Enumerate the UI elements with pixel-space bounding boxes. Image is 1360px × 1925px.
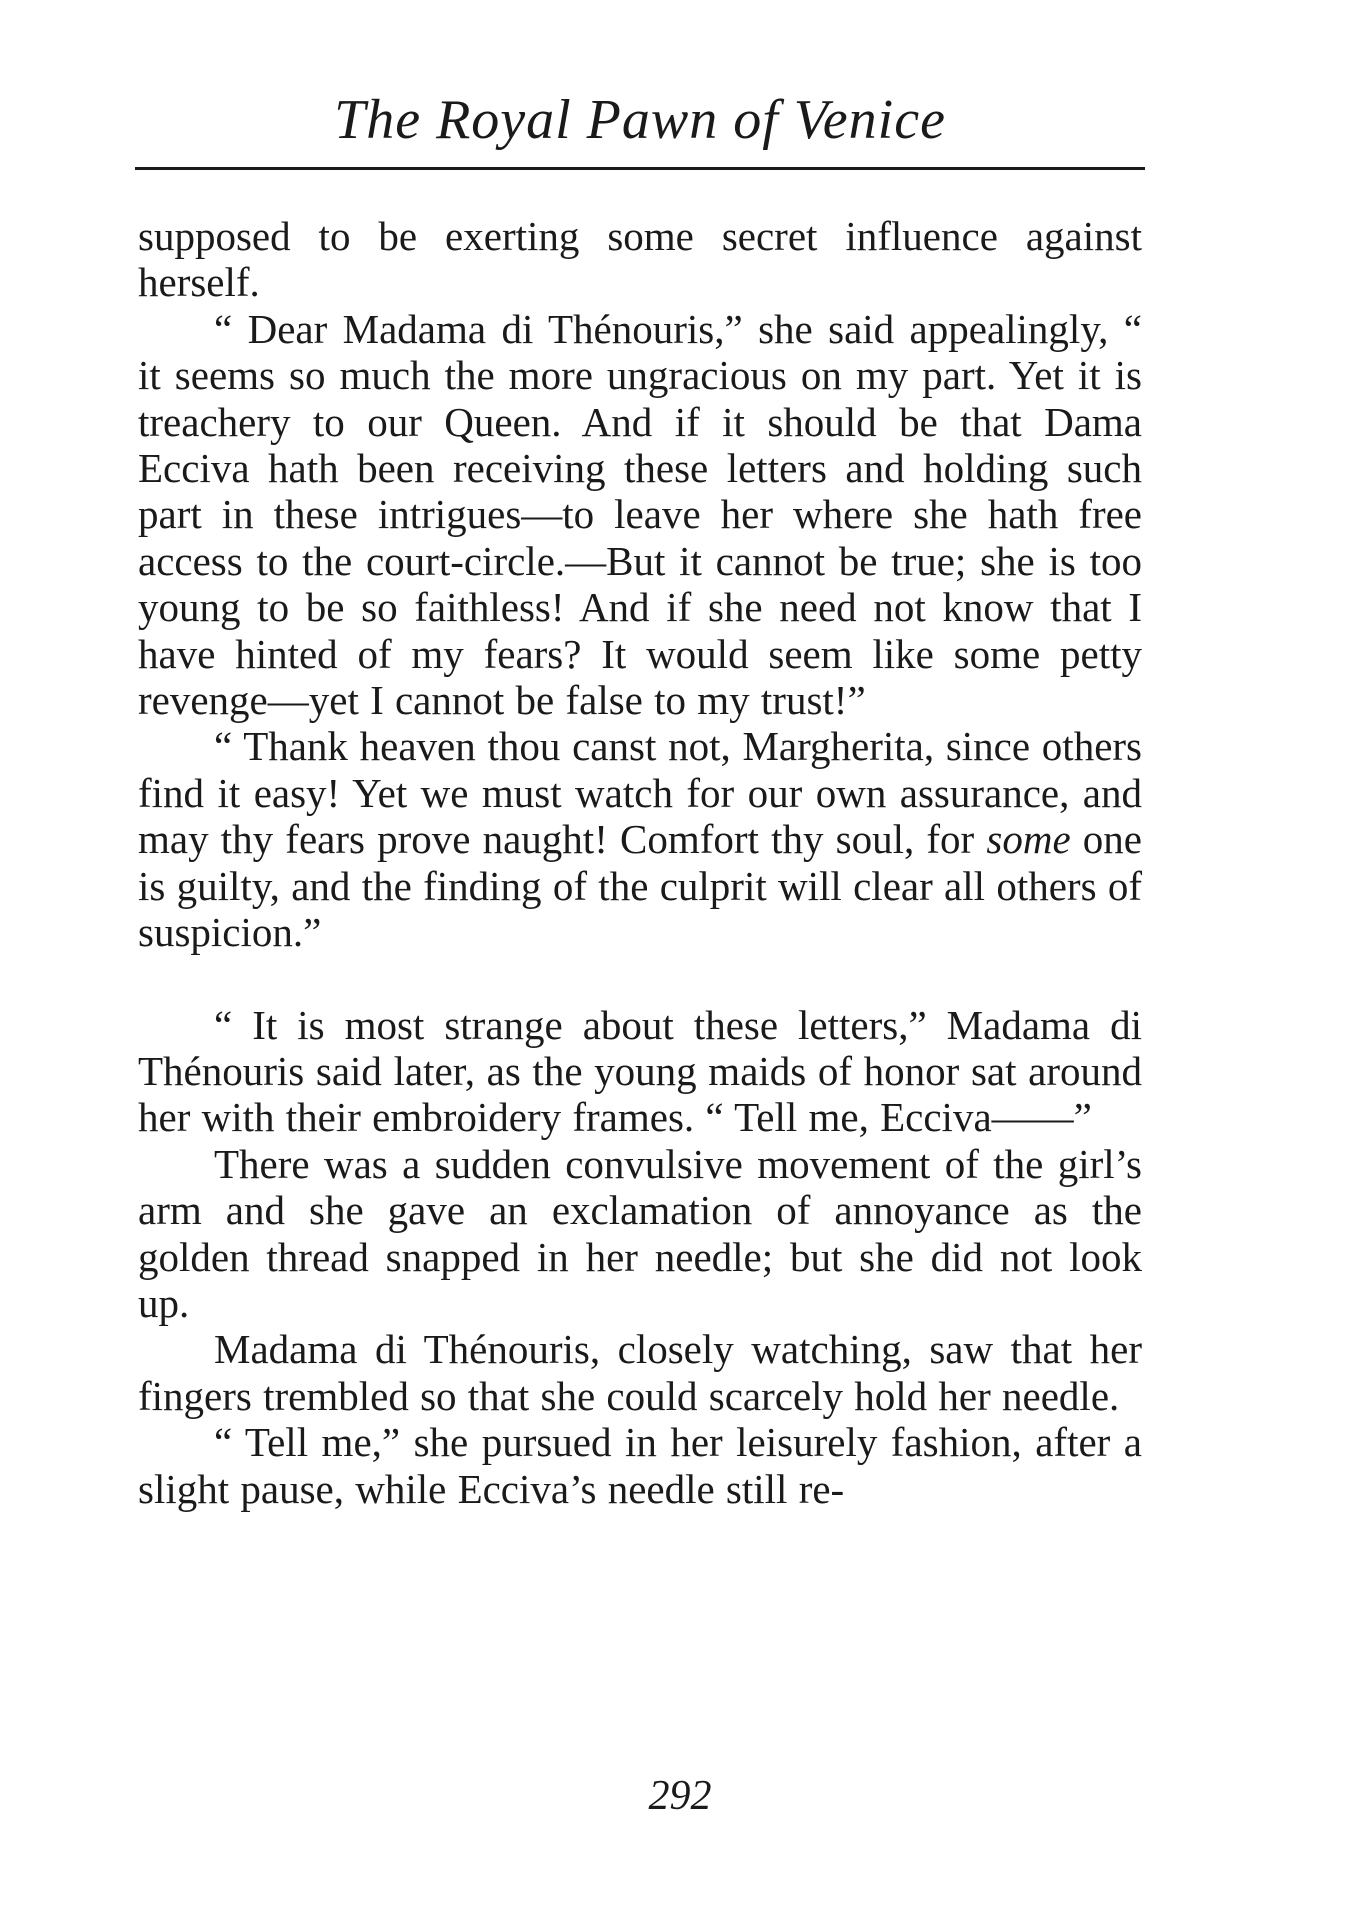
paragraph-text: one is guilty, and the finding of the culprit will clear all others of suspicion.”: [138, 816, 1142, 956]
running-head: The Royal Pawn of Venice: [334, 89, 946, 151]
paragraph: “ Dear Madama di Thénouris,” she said appealingly, “ it seems so much the more ungracious on my part. Yet it is treachery to our Queen. And if it should be that Dama Ecciva hath been receiving these letters and holding such part in these intrigues—to leave her where she hath free access to the court-circle.—But it cannot be true; she is too young to be so faithless! And if she need not know that I have hinted of my fears? It would seem like some petty revenge—yet I cannot be false to my trust!”: [138, 305, 1142, 724]
paragraph: “ Tell me,” she pursued in her leisurely fashion, after a slight pause, while Ecciva’s needle still re-: [138, 1419, 1142, 1512]
header-rule: [135, 167, 1145, 170]
page-number: 292: [648, 1773, 712, 1819]
paragraph: There was a sudden convulsive movement of the girl’s arm and she gave an exclamation of annoyance as the golden thread snapped in her needle; but she did not look up.: [138, 1140, 1142, 1326]
body-text: [138, 213, 1142, 1512]
paragraph: “ It is most strange about these letters,” Madama di Thénouris said later, as the young maids of honor sat around her with their embroidery frames. “ Tell me, Ecciva——”: [138, 1001, 1142, 1141]
paragraph: Madama di Thénouris, closely watching, saw that her fingers trembled so that she could scarcely hold her needle.: [138, 1326, 1142, 1419]
paragraph-text: “ Thank heaven thou canst not, Margherita, since others find it easy! Yet we must watch for our own assurance, and may thy fears prove naught! Comfort thy soul, for: [138, 723, 1142, 863]
paragraph: [138, 723, 1142, 955]
italic-emphasis: some: [986, 816, 1071, 863]
paragraph-continued: supposed to be exerting some secret influence against herself.: [138, 213, 1142, 306]
